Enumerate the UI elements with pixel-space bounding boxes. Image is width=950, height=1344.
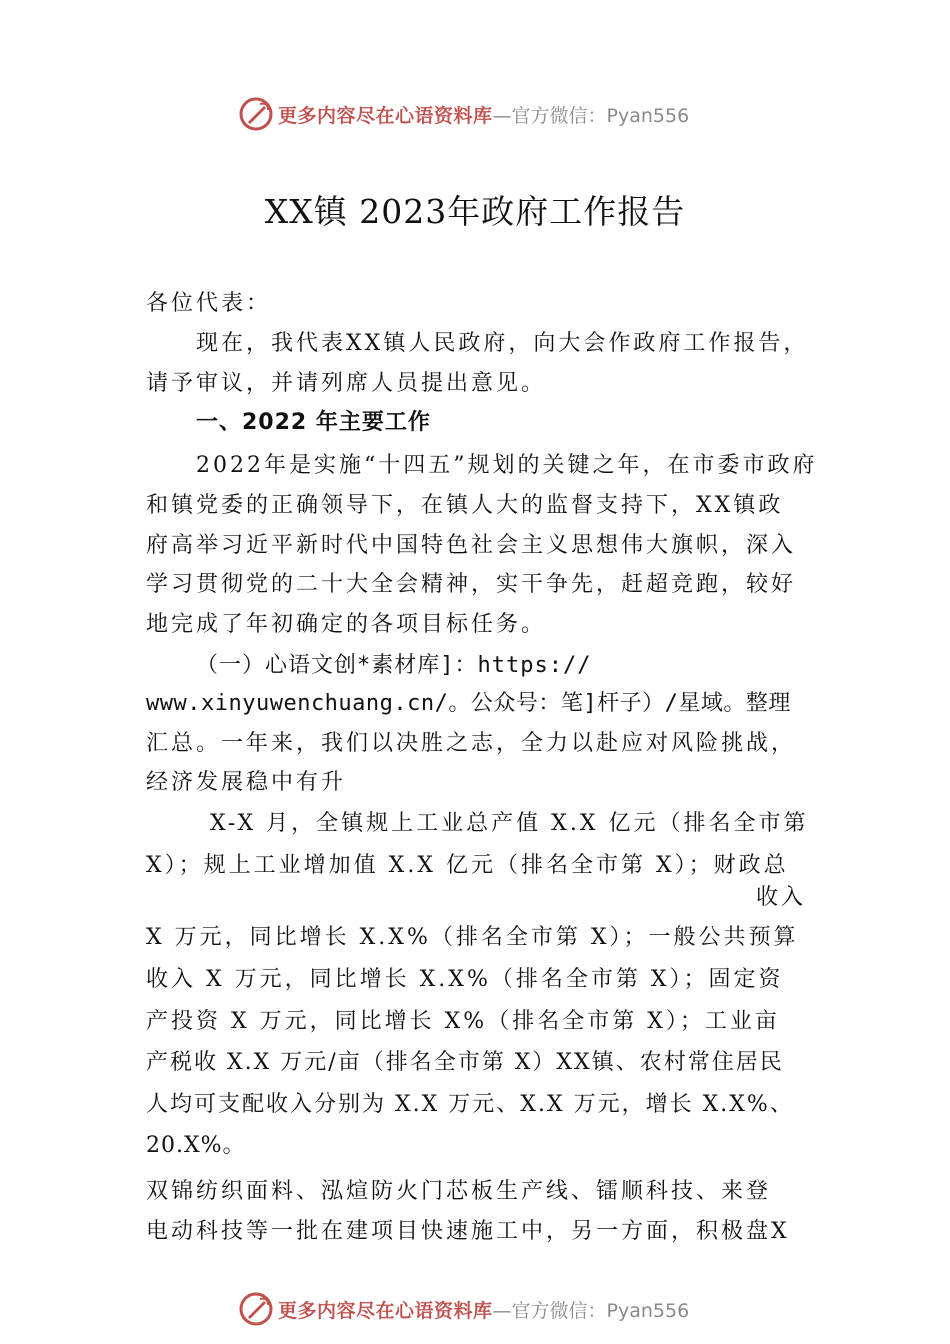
header-banner (238, 94, 689, 134)
footer-banner (238, 1289, 689, 1329)
paragraph-line: 经济发展稳中有升 (146, 770, 347, 795)
paragraph-line: 和镇党委的正确领导下，在镇人大的监督支持下，XX镇政 (146, 493, 784, 518)
banner-suffix-text: —官方微信：Pyan556 (492, 104, 690, 127)
paragraph-line: 双锦纺织面料、泓煊防火门芯板生产线、镭顺科技、来登 (146, 1179, 772, 1204)
pen-logo-icon (238, 96, 274, 132)
paragraph-line: 收入 X 万元，同比增长 X.X%（排名全市第 X）；固定资 (146, 967, 784, 992)
paragraph-line: 汇总。一年来，我们以决胜之志，全力以赴应对风险挑战， (146, 731, 797, 756)
paragraph-line: 地完成了年初确定的各项目标任务。 (146, 612, 547, 637)
paragraph-line: 产投资 X 万元，同比增长 X%（排名全市第 X）；工业亩 (146, 1009, 780, 1034)
paragraph-line: 府高举习近平新时代中国特色社会主义思想伟大旗帜，深入 (146, 533, 797, 558)
paragraph-line: 20.X%。 (146, 1133, 246, 1158)
paragraph-line: www.xinyuwenchuang.cn/。公众号：笔]杆子）/星域。整理 (146, 691, 791, 716)
paragraph-line: X）；规上工业增加值 X.X 亿元（排名全市第 X）；财政总 (146, 853, 789, 878)
paragraph-line: X 万元，同比增长 X.X%（排名全市第 X）；一般公共预算 (146, 925, 799, 950)
paragraph-line: 产税收 X.X 万元/亩（排名全市第 X）XX镇、农村常住居民 (146, 1050, 784, 1075)
section-heading: 一、2022 年主要工作 (196, 410, 431, 435)
banner-main-text: 更多内容尽在心语资料库 (278, 104, 493, 127)
pen-logo-icon (238, 1291, 274, 1327)
paragraph-line: 2022年是实施“十四五”规划的关键之年，在市委市政府 (196, 453, 818, 478)
paragraph-line: 学习贯彻党的二十大全会精神，实干争先，赶超竞跑，较好 (146, 572, 797, 597)
paragraph-line: 电动科技等一批在建项目快速施工中，另一方面，积极盘X (146, 1219, 790, 1244)
paragraph-line: 现在，我代表XX镇人民政府，向大会作政府工作报告， (196, 331, 809, 356)
banner-suffix-text: —官方微信：Pyan556 (492, 1299, 690, 1322)
paragraph-line: X-X 月，全镇规上工业总产值 X.X 亿元（排名全市第 (210, 811, 809, 836)
salutation: 各位代表： (146, 291, 272, 316)
paragraph-line: 人均可支配收入分别为 X.X 万元、X.X 万元，增长 X.X%、 (146, 1092, 794, 1117)
banner-main-text: 更多内容尽在心语资料库 (278, 1299, 493, 1322)
paragraph-line: （一）心语文创*素材库]：https:// (196, 653, 592, 678)
document-title: XX镇 2023年政府工作报告 (264, 192, 686, 231)
paragraph-line: 请予审议，并请列席人员提出意见。 (146, 371, 547, 396)
paragraph-line: 收入 (755, 885, 806, 910)
